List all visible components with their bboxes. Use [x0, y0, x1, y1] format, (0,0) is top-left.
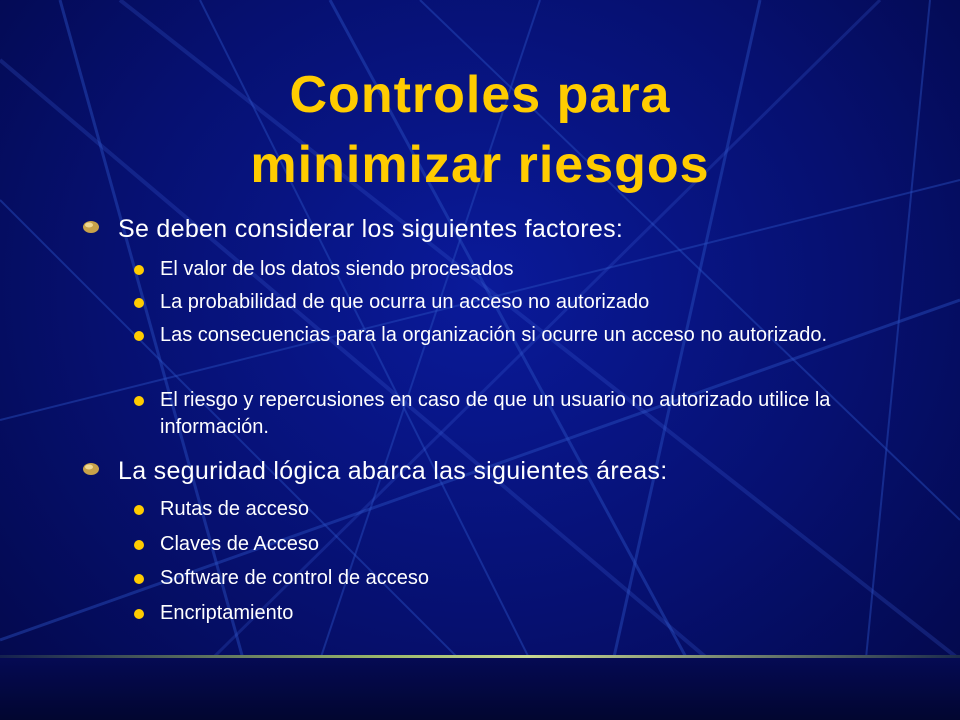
- list-item-text: El riesgo y repercusiones en caso de que un usuario no autorizado utilice la información.: [160, 389, 831, 438]
- section-heading-text: Se deben considerar los siguientes factores:: [118, 215, 624, 243]
- section-heading-factors: [118, 214, 623, 244]
- list-item: [160, 322, 880, 349]
- bullet-icon: [82, 462, 100, 476]
- bullet-dot-icon: [134, 265, 144, 275]
- list-item-text: Software de control de acceso: [160, 567, 430, 589]
- footer-divider: [0, 655, 960, 658]
- bullet-dot-icon: [134, 298, 144, 308]
- list-item: [160, 531, 880, 558]
- footer-band: [0, 655, 960, 720]
- list-item: [160, 289, 880, 316]
- list-item-text: Encriptamiento: [160, 602, 294, 624]
- bullet-dot-icon: [134, 574, 144, 584]
- list-item: [160, 496, 880, 523]
- bullet-dot-icon: [134, 540, 144, 550]
- list-item: [160, 600, 880, 627]
- list-item: [160, 565, 880, 592]
- bullet-dot-icon: [134, 331, 144, 341]
- section-heading-text: La seguridad lógica abarca las siguientes áreas:: [118, 457, 668, 485]
- list-item-text: Rutas de acceso: [160, 498, 309, 520]
- bullet-dot-icon: [134, 609, 144, 619]
- section-heading-areas: [118, 456, 667, 486]
- title-line-2: minimizar riesgos: [250, 136, 710, 194]
- list-item: [160, 256, 880, 283]
- title-line-1: Controles para: [289, 66, 671, 124]
- list-item-text: La probabilidad de que ocurra un acceso no autorizado: [160, 291, 650, 313]
- list-item-text: Claves de Acceso: [160, 533, 319, 555]
- slide-title: [0, 60, 960, 200]
- bullet-dot-icon: [134, 396, 144, 406]
- list-item-text: El valor de los datos siendo procesados: [160, 258, 514, 280]
- list-item-text: Las consecuencias para la organización si ocurre un acceso no autorizado.: [160, 324, 828, 346]
- bullet-dot-icon: [134, 505, 144, 515]
- bullet-icon: [82, 220, 100, 234]
- list-item: [160, 387, 880, 441]
